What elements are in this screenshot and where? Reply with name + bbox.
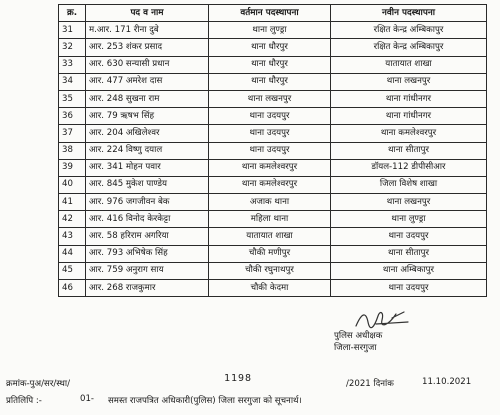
cell-serial: 33 — [59, 56, 86, 73]
cell-new-posting: थाना सीतापुर — [331, 245, 487, 262]
table-row — [59, 228, 487, 245]
cell-new-posting: रक्षित केन्द्र अम्बिकापुर — [331, 22, 487, 39]
cell-serial: 31 — [59, 22, 86, 39]
cell-new-posting: थाना अम्बिकापुर — [331, 262, 487, 279]
cell-serial: 42 — [59, 211, 86, 228]
table-body — [59, 22, 487, 297]
table-row — [59, 194, 487, 211]
table-row — [59, 262, 487, 279]
cell-serial: 39 — [59, 159, 86, 176]
cell-new-posting: थाना कमलेश्वरपुर — [331, 125, 487, 142]
cell-rank-name: आर. 416 विनोद केरकेट्टा — [86, 211, 209, 228]
cell-serial: 35 — [59, 90, 86, 107]
order-year: /2021 दिनांक — [346, 379, 394, 389]
table-row — [59, 176, 487, 193]
table-row — [59, 142, 487, 159]
cell-rank-name: आर. 630 सन्यासी प्रधान — [86, 56, 209, 73]
table-row — [59, 159, 487, 176]
table-row — [59, 125, 487, 142]
cell-serial: 44 — [59, 245, 86, 262]
cell-serial: 34 — [59, 73, 86, 90]
copy-item-text: समस्त राजपत्रित अधिकारी(पुलिस) जिला सरगुजा को सूचनार्थ। — [108, 396, 302, 406]
cell-rank-name: आर. 79 ऋषभ सिंह — [86, 108, 209, 125]
cell-serial: 32 — [59, 39, 86, 56]
cell-current-posting: अजाक थाना — [209, 194, 331, 211]
cell-new-posting: थाना सीतापुर — [331, 142, 487, 159]
cell-rank-name: आर. 976 जगजीवन बेक — [86, 194, 209, 211]
cell-rank-name: आर. 58 हरिराम अगरिया — [86, 228, 209, 245]
cell-current-posting: थाना लुण्ड्रा — [209, 22, 331, 39]
cell-rank-name: आर. 845 मुकेश पाण्डेय — [86, 176, 209, 193]
header-serial: क्र. — [59, 5, 86, 22]
cell-rank-name: आर. 341 मोहन पवार — [86, 159, 209, 176]
table-row — [59, 22, 487, 39]
order-number: 1198 — [224, 373, 253, 384]
cell-serial: 43 — [59, 228, 86, 245]
table-row — [59, 280, 487, 297]
cell-current-posting: थाना लखनपुर — [209, 90, 331, 107]
copy-label: प्रतिलिपि :- — [6, 396, 42, 406]
cell-serial: 38 — [59, 142, 86, 159]
cell-new-posting: रक्षित केन्द्र अम्बिकापुर — [331, 39, 487, 56]
cell-current-posting: थाना उदयपुर — [209, 125, 331, 142]
signature-block — [334, 318, 464, 354]
transfer-list-table — [58, 4, 487, 297]
cell-new-posting: डॉयल-112 डीपीसीआर — [331, 159, 487, 176]
copy-item-number: 01- — [80, 394, 95, 404]
cell-rank-name: आर. 224 विष्णु दयाल — [86, 142, 209, 159]
cell-new-posting: थाना उदयपुर — [331, 228, 487, 245]
table-row — [59, 211, 487, 228]
cell-rank-name: आर. 477 अमरेश दास — [86, 73, 209, 90]
cell-current-posting: महिला थाना — [209, 211, 331, 228]
cell-current-posting: चौकी केदमा — [209, 280, 331, 297]
cell-rank-name: आर. 793 अभिषेक सिंह — [86, 245, 209, 262]
header-new-posting: नवीन पदस्थापना — [331, 5, 487, 22]
table-row — [59, 108, 487, 125]
table-row — [59, 56, 487, 73]
cell-serial: 41 — [59, 194, 86, 211]
header-rank-name: पद व नाम — [86, 5, 209, 22]
cell-serial: 37 — [59, 125, 86, 142]
cell-current-posting: थाना कमलेश्वरपुर — [209, 159, 331, 176]
cell-current-posting: यातायात शाखा — [209, 228, 331, 245]
cell-serial: 45 — [59, 262, 86, 279]
order-date: 11.10.2021 — [422, 377, 472, 387]
cell-serial: 36 — [59, 108, 86, 125]
header-current-posting: वर्तमान पदस्थापना — [209, 5, 331, 22]
cell-current-posting: थाना धौरपुर — [209, 73, 331, 90]
order-reference-line — [6, 373, 486, 391]
table-row — [59, 90, 487, 107]
cell-new-posting: थाना लुण्ड्रा — [331, 211, 487, 228]
sign-district: जिला-सरगुजा — [334, 343, 377, 353]
cell-rank-name: आर. 248 सुखना राम — [86, 90, 209, 107]
cell-current-posting: थाना कमलेश्वरपुर — [209, 176, 331, 193]
cell-new-posting: थाना गांधीनगर — [331, 108, 487, 125]
cell-current-posting: थाना उदयपुर — [209, 142, 331, 159]
cell-new-posting: थाना उदयपुर — [331, 280, 487, 297]
cell-new-posting: थाना गांधीनगर — [331, 90, 487, 107]
sign-designation: पुलिस अधीक्षक — [334, 331, 383, 341]
cell-rank-name: आर. 204 अखिलेश्वर — [86, 125, 209, 142]
table-row — [59, 39, 487, 56]
cell-rank-name: आर. 253 शंकर प्रसाद — [86, 39, 209, 56]
table-row — [59, 245, 487, 262]
cell-new-posting: यातायात शाखा — [331, 56, 487, 73]
cell-new-posting: जिला विशेष शाखा — [331, 176, 487, 193]
cell-current-posting: थाना उदयपुर — [209, 108, 331, 125]
cell-rank-name: आर. 759 अनुराग साय — [86, 262, 209, 279]
cell-current-posting: चौकी रघुनाथपुर — [209, 262, 331, 279]
cell-rank-name: आर. 268 राजकुमार — [86, 280, 209, 297]
cell-new-posting: थाना लखनपुर — [331, 73, 487, 90]
cell-new-posting: थाना लखनपुर — [331, 194, 487, 211]
order-reference: क्रमांक-पुअ/सर/स्था/ — [6, 379, 71, 389]
table-row — [59, 73, 487, 90]
cell-serial: 40 — [59, 176, 86, 193]
cell-rank-name: म.आर. 171 रीना दुबे — [86, 22, 209, 39]
cell-current-posting: थाना धौरपुर — [209, 56, 331, 73]
cell-current-posting: चौकी मणीपुर — [209, 245, 331, 262]
table-header-row — [59, 5, 487, 22]
cell-serial: 46 — [59, 280, 86, 297]
cell-current-posting: थाना धौरपुर — [209, 39, 331, 56]
